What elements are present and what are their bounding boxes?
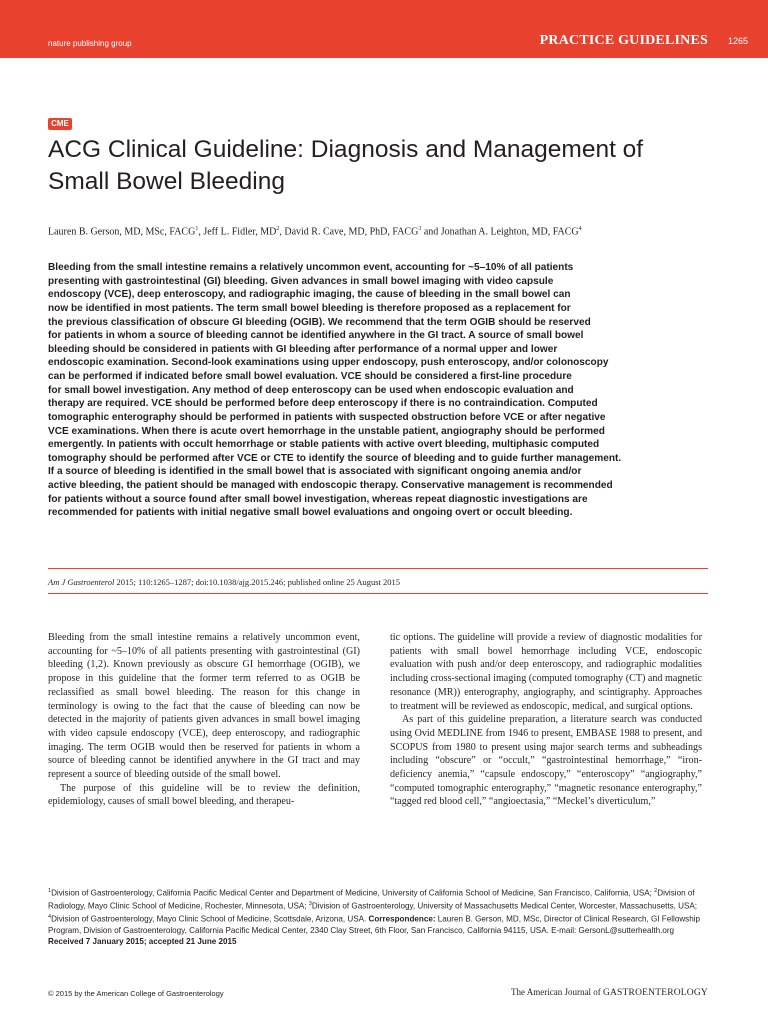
section-label: PRACTICE GUIDELINES — [539, 33, 708, 48]
body-paragraph: The purpose of this guideline will be to review the definition, epidemiology, causes of small bowel bleeding, and therapeu- — [48, 782, 360, 808]
copyright-notice: © 2015 by the American College of Gastroenterology — [48, 989, 224, 998]
affiliations-footnote — [48, 886, 710, 948]
title-line-1: ACG Clinical Guideline: Diagnosis and Management of — [48, 136, 644, 163]
page-number: 1265 — [727, 36, 748, 46]
abstract-divider — [48, 568, 708, 569]
publisher-name: nature publishing group — [48, 39, 132, 48]
journal-name: GASTROENTEROLOGY — [602, 988, 708, 998]
abstract-line: therapy are required. VCE should be performed before deep enteroscopy if there is no contraindication. Computed — [48, 398, 598, 410]
affiliation-marker: 2 — [276, 226, 280, 232]
author-name: and Jonathan A. Leighton, MD, FACG — [421, 226, 579, 238]
abstract-line: endoscopy (VCE), deep enteroscopy, and radiographic imaging, the cause of bleeding in the small bowel can — [48, 289, 571, 301]
abstract-line: can be performed if indicated before small bowel evaluation. VCE should be considered a first-line procedure — [48, 371, 572, 382]
abstract-line: If a source of bleeding is identified in the small bowel that is associated with significant ongoing anemia and/or — [48, 466, 582, 478]
affiliation-marker: 1 — [195, 226, 199, 232]
citation-details: 2015; 110:1265–1287; doi:10.1038/ajg.2015.246; published online 25 August 2015 — [114, 577, 401, 587]
header-bar — [0, 0, 768, 58]
abstract-line: for patients in whom a source of bleeding cannot be identified anywhere in the GI tract. A source of small bowel — [48, 330, 584, 342]
affiliation-text: Division of Radiology, Mayo Clinic School of Medicine, Rochester, Minnesota, USA; — [48, 888, 695, 911]
affiliation-marker: 2 — [654, 888, 658, 894]
correspondence-text: Lauren B. Gerson, MD, MSc, Director of Clinical Research, GI Fellowship Program, Division of Gastroenterology, California Pacific Medical Center, 2340 Clay Street, 6th Floor, San Francisco, California 94115, USA. E-mail: GersonL@sutterhealth.org — [48, 914, 701, 935]
author-name: Lauren B. Gerson, MD, MSc, FACG — [48, 226, 196, 238]
affiliation-marker: 4 — [48, 913, 52, 920]
received-dates: Received 7 January 2015; accepted 21 June 2015 — [48, 937, 237, 947]
affiliation-marker: 3 — [418, 226, 422, 232]
abstract-line: bleeding should be considered in patients with GI bleeding after performance of a normal upper and lower — [48, 343, 558, 355]
abstract-line: tomography should be performed after VCE or CTE to identify the source of bleeding and to guide further management. — [48, 452, 622, 464]
citation-journal: Am J Gastroenterol — [48, 577, 115, 587]
abstract-line: now be identified in most patients. The term small bowel bleeding is therefore proposed as a replacement for — [48, 302, 571, 314]
author-name: , Jeff L. Fidler, MD — [198, 226, 277, 238]
title-line-2: Small Bowel Bleeding — [48, 168, 285, 195]
affiliation-text: Division of Gastroenterology, California Pacific Medical Center and Department of Medicine, University of California School of Medicine, San Francisco, California, USA; — [51, 888, 655, 898]
abstract-line: active bleeding, the patient should be managed with endoscopic therapy. Conservative management is recommended — [48, 480, 613, 491]
affiliation-text: Division of Gastroenterology, University of Massachusetts Medical Center, Worcester, Massachusetts, USA; — [311, 901, 698, 911]
citation-divider — [48, 593, 708, 594]
body-paragraph: tic options. The guideline will provide a review of diagnostic modalities for patients with small bowel hemorrhage including VCE, endoscopic evaluation with push and/or deep enteroscopy, and radiographic modalities including cross-sectional imaging (computed tomography (CT) and magnetic resonance (MR)) enterography, angiography, and scintigraphy. Approaches to treatment will be reviewed as endoscopic, medical, and surgical options. — [390, 632, 702, 712]
abstract-line: for patients without a source found after small bowel investigation, whereas repeat diagnostic investigations are — [48, 493, 588, 505]
abstract-line: Bleeding from the small intestine remains a relatively uncommon event, accounting for ~5–10% of all patients — [48, 262, 574, 273]
article-title — [48, 134, 728, 198]
citation-line — [48, 577, 728, 587]
abstract-line: the previous classification of obscure GI bleeding (OGIB). We recommend that the term OGIB should be reserved — [48, 316, 591, 328]
abstract-line: presenting with gastrointestinal (GI) bleeding. Given advances in small bowel imaging with video capsule — [48, 275, 554, 287]
affiliation-marker: 1 — [48, 888, 52, 894]
body-column-right — [390, 631, 702, 809]
affiliation-text: Division of Gastroenterology, Mayo Clinic School of Medicine, Scottsdale, Arizona, USA. — [51, 914, 369, 924]
abstract — [48, 261, 718, 520]
abstract-line: emergently. In patients with occult hemorrhage or stable patients with active overt bleeding, multiphasic computed — [48, 439, 600, 451]
affiliation-marker: 4 — [578, 226, 582, 232]
abstract-line: recommended for patients with initial negative small bowel evaluations and ongoing overt or occult bleeding. — [48, 507, 573, 519]
journal-footer — [511, 987, 708, 998]
author-name: , David R. Cave, MD, PhD, FACG — [279, 226, 419, 238]
cme-badge: CME — [48, 118, 72, 130]
abstract-line: for small bowel investigation. Any method of deep enteroscopy can be used when endoscopic evaluation and — [48, 384, 574, 396]
abstract-line: VCE examinations. When there is acute overt hemorrhage in the unstable patient, angiography should be performed — [48, 425, 605, 437]
author-list — [48, 223, 728, 238]
affiliation-marker: 3 — [308, 900, 312, 907]
correspondence-label: Correspondence: — [368, 914, 436, 924]
abstract-line: tomographic enterography should be performed in patients with suspected obstruction before VCE or after negative — [48, 411, 606, 423]
body-paragraph: Bleeding from the small intestine remains a relatively uncommon event, accounting for ~5–10% of all patients presenting with gastrointestinal (GI) bleeding (1,2). Known previously as obscure GI hemorrhage (OGIB), we propose in this guideline that the former term referred to as OGIB be reclassified as small bowel bleeding. The reason for this change in terminology is owing to the fact that the cause of bleeding can now be detected in the majority of patients given advances in small bowel imaging with video capsule endoscopy (VCE), deep enteroscopy, and radiographic imaging. The term OGIB would then be reserved for patients in whom a source of bleeding cannot be identified anywhere in the GI tract and may represent a source of bleeding outside of the small bowel. — [48, 632, 360, 781]
body-column-left — [48, 631, 360, 809]
abstract-line: endoscopic examination. Second-look examinations using upper endoscopy, push enteroscopy, and/or colonoscopy — [48, 357, 609, 369]
journal-prefix: The American Journal of — [510, 987, 603, 997]
body-paragraph: As part of this guideline preparation, a literature search was conducted using Ovid MEDLINE from 1946 to present, EMBASE 1988 to present, and SCOPUS from 1980 to present using major search terms and subheadings including “obscure” or “occult,” “gastrointestinal hemorrhage,” “iron-deficiency anemia,” “capsule endoscopy,” “enteroscopy” “angiography,” “computed tomographic enterography,” “magnetic resonance enterography,” “tagged red blood cell,” “angioectasia,” “Meckel’s diverticulum,” — [390, 714, 702, 808]
